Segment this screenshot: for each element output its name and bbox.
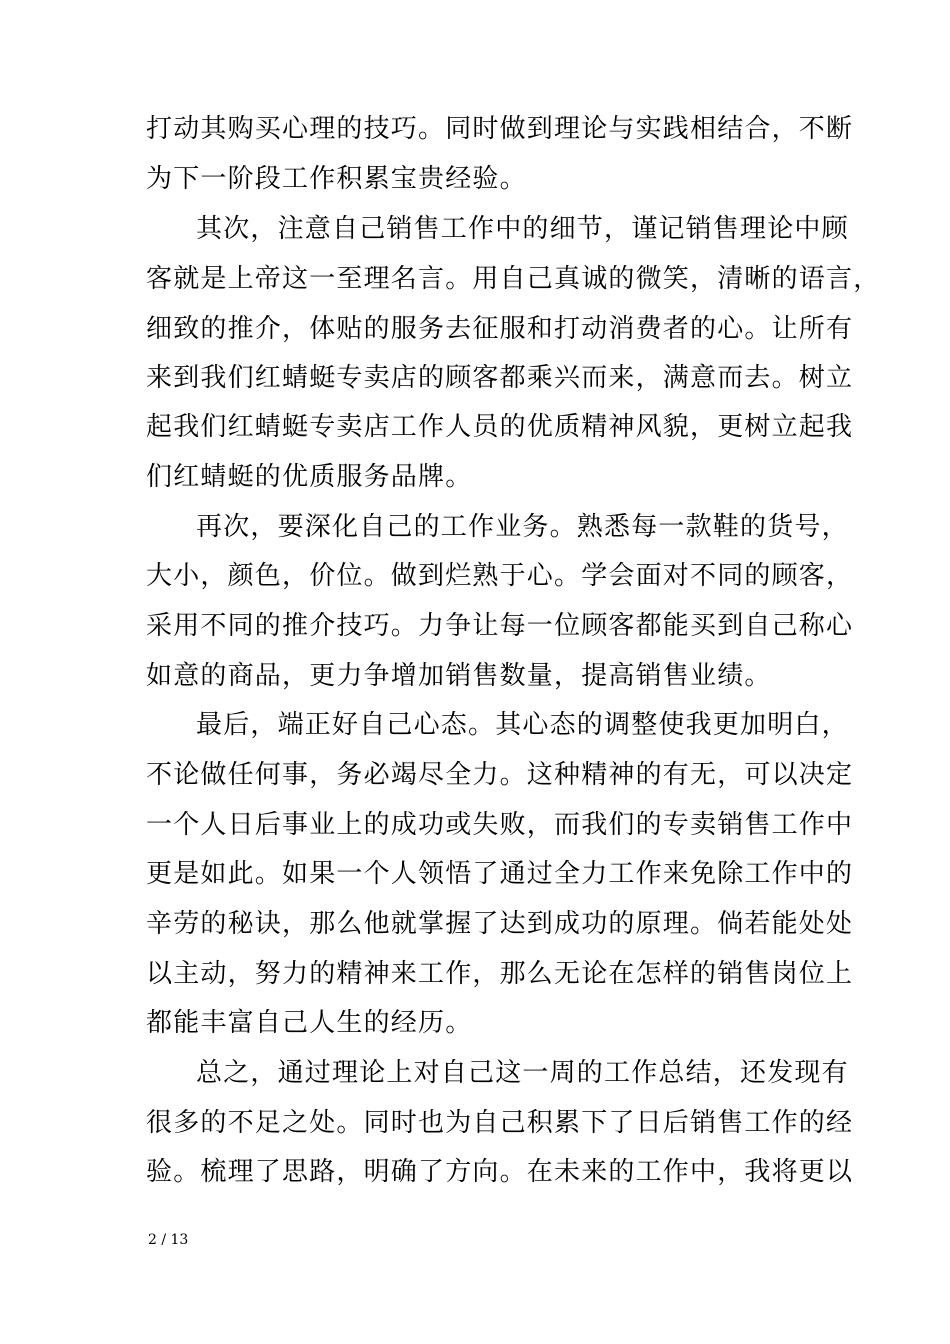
text-line: 很多的不足之处。同时也为自己积累下了日后销售工作的经 [146, 1108, 854, 1138]
text-line: 起我们红蜻蜓专卖店工作人员的优质精神风貌，更树立起我 [146, 412, 854, 442]
text-line: 一个人日后事业上的成功或失败，而我们的专卖销售工作中 [146, 810, 854, 840]
text-line: 辛劳的秘诀，那么他就掌握了达到成功的原理。倘若能处处 [146, 909, 854, 939]
text-line: 更是如此。如果一个人领悟了通过全力工作来免除工作中的 [146, 859, 854, 889]
text-line: 不论做任何事，务必竭尽全力。这种精神的有无，可以决定 [146, 760, 854, 790]
paragraph-first-line: 再次，要深化自己的工作业务。熟悉每一款鞋的货号， [196, 512, 849, 542]
text-line: 打动其购买心理的技巧。同时做到理论与实践相结合，不断 [146, 114, 854, 144]
text-line: 为下一阶段工作积累宝贵经验。 [146, 164, 527, 194]
text-line: 以主动，努力的精神来工作，那么无论在怎样的销售岗位上 [146, 959, 854, 989]
paragraph-first-line: 最后，端正好自己心态。其心态的调整使我更加明白， [196, 710, 849, 740]
text-line: 验。梳理了思路，明确了方向。在未来的工作中，我将更以 [146, 1157, 854, 1187]
text-line: 如意的商品，更力争增加销售数量，提高销售业绩。 [146, 661, 772, 691]
text-line: 采用不同的推介技巧。力争让每一位顾客都能买到自己称心 [146, 611, 854, 641]
paragraph-first-line: 其次，注意自己销售工作中的细节，谨记销售理论中顾 [196, 214, 849, 244]
text-line: 来到我们红蜻蜓专卖店的顾客都乘兴而来，满意而去。树立 [146, 363, 854, 393]
text-line: 客就是上帝这一至理名言。用自己真诚的微笑，清晰的语言， [146, 264, 881, 294]
text-line: 们红蜻蜓的优质服务品牌。 [146, 462, 473, 492]
paragraph-first-line: 总之，通过理论上对自己这一周的工作总结，还发现有 [196, 1058, 849, 1088]
text-line: 都能丰富自己人生的经历。 [146, 1008, 473, 1038]
text-line: 大小，颜色，价位。做到烂熟于心。学会面对不同的顾客， [146, 561, 854, 591]
text-line: 细致的推介，体贴的服务去征服和打动消费者的心。让所有 [146, 314, 854, 344]
page-number: 2 / 13 [148, 1232, 189, 1248]
